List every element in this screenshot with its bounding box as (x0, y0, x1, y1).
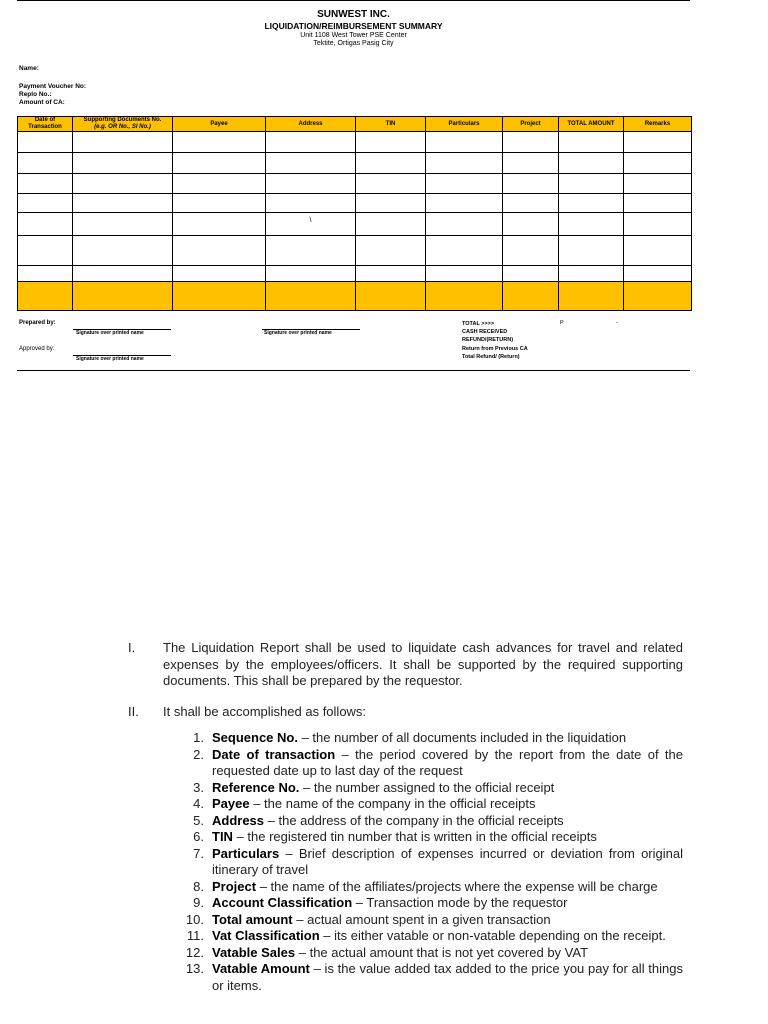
table-cell[interactable] (73, 266, 173, 282)
table-cell[interactable] (624, 132, 692, 153)
table-cell[interactable] (266, 236, 356, 266)
amount-ca-label: Amount of CA: (19, 99, 65, 106)
table-cell[interactable] (18, 266, 73, 282)
list-item: 4. Payee – the name of the company in the official receipts (193, 796, 536, 811)
table-cell[interactable] (503, 132, 559, 153)
column-header: TIN (356, 117, 426, 132)
table-cell[interactable] (18, 194, 73, 213)
table-cell[interactable] (173, 174, 266, 194)
section-2 (128, 704, 683, 721)
replo-label: Replo No.: (19, 91, 52, 98)
list-item: 9. Account Classification – Transaction mode by the requestor (193, 895, 568, 910)
company-name: SUNWEST INC. (317, 9, 390, 20)
table-row (18, 236, 692, 266)
table-row (18, 194, 692, 213)
list-item: 10. Total amount – actual amount spent in a given transaction (185, 911, 551, 927)
liquidation-table (17, 116, 692, 311)
table-cell[interactable] (18, 174, 73, 194)
column-header: Payee (173, 117, 266, 132)
list-item: 11. Vat Classification – its either vatable or non-vatable depending on the receipt. (186, 928, 666, 943)
table-cell (18, 282, 73, 311)
list-item: 3. Reference No. – the number assigned to the official receipt (193, 779, 555, 795)
address-line-2: Tektite, Ortigas Pasig City (313, 40, 394, 47)
table-cell (266, 282, 356, 311)
table-cell[interactable] (356, 194, 426, 213)
list-item: 12. Vatable Sales – the actual amount that is not yet covered by VAT (185, 944, 589, 960)
section-1 (128, 640, 683, 690)
table-cell[interactable] (173, 213, 266, 236)
table-cell[interactable] (503, 236, 559, 266)
table-cell[interactable] (426, 174, 503, 194)
section-number: II. (128, 703, 139, 719)
table-cell[interactable] (624, 266, 692, 282)
table-cell[interactable] (559, 132, 624, 153)
table-cell (559, 282, 624, 311)
table-cell[interactable] (173, 266, 266, 282)
table-cell[interactable] (173, 236, 266, 266)
table-cell[interactable] (356, 174, 426, 194)
bottom-rule (17, 370, 690, 371)
table-cell[interactable] (503, 266, 559, 282)
table-cell[interactable] (73, 194, 173, 213)
section-text: It shall be accomplished as follows: (163, 703, 367, 719)
table-cell[interactable] (173, 132, 266, 153)
table-cell (426, 282, 503, 311)
table-cell[interactable] (73, 132, 173, 153)
table-cell[interactable] (426, 236, 503, 266)
list-item: 13. Vatable Amount – is the value added tax added to the price you pay for all things or items. (185, 961, 683, 993)
list-item: 7. Particulars – Brief description of expenses incurred or deviation from original itinerary of travel (193, 845, 683, 877)
table-cell (73, 282, 173, 311)
table-cell[interactable] (73, 153, 173, 174)
table-cell[interactable] (503, 194, 559, 213)
table-cell[interactable] (18, 236, 73, 266)
table-cell[interactable] (356, 153, 426, 174)
address-line-1: Unit 1108 West Tower PSE Center (300, 32, 407, 39)
table-cell[interactable] (73, 236, 173, 266)
table-cell[interactable] (266, 132, 356, 153)
table-cell[interactable] (426, 194, 503, 213)
table-row (18, 153, 692, 174)
column-header: Particulars (426, 117, 503, 132)
total-refund-label: Total Refund/ (Return) (462, 354, 520, 360)
table-cell[interactable] (503, 174, 559, 194)
table-cell[interactable] (266, 174, 356, 194)
table-cell[interactable] (426, 266, 503, 282)
table-cell (173, 282, 266, 311)
table-cell[interactable] (426, 153, 503, 174)
table-cell[interactable] (18, 213, 73, 236)
top-rule (17, 0, 690, 1)
table-cell[interactable] (173, 194, 266, 213)
table-cell[interactable] (503, 213, 559, 236)
table-total-row (18, 282, 692, 311)
table-row (18, 266, 692, 282)
table-cell[interactable] (426, 132, 503, 153)
signature-caption: Signature over printed name (76, 330, 144, 336)
list-item: 2. Date of transaction – the period covered by the report from the date of the requested date up to last day of the request (193, 746, 683, 778)
signature-caption: Signature over printed name (76, 356, 144, 362)
table-cell[interactable] (356, 213, 426, 236)
column-header: TOTAL AMOUNT (559, 117, 624, 132)
table-cell[interactable] (266, 153, 356, 174)
table-cell[interactable] (559, 266, 624, 282)
list-item: 5. Address – the address of the company in the official receipts (193, 812, 564, 828)
list-item: 8. Project – the name of the affiliates/projects where the expense will be charge (193, 878, 658, 894)
table-cell[interactable] (73, 213, 173, 236)
table-cell[interactable] (559, 194, 624, 213)
instruction-list (178, 730, 683, 994)
list-item: 6. TIN – the registered tin number that is written in the official receipts (193, 829, 597, 844)
table-cell[interactable] (559, 236, 624, 266)
table-row (18, 174, 692, 194)
refund-label: REFUND/(RETURN) (462, 337, 514, 343)
return-previous-ca-label: Return from Previous CA (462, 346, 528, 352)
total-dash: - (616, 320, 618, 326)
table-cell[interactable] (356, 236, 426, 266)
approved-by-label: Approved by: (19, 346, 55, 352)
table-cell (503, 282, 559, 311)
instructions (128, 640, 683, 994)
section-text: The Liquidation Report shall be used to liquidate cash advances for travel and related expenses by the employees/officers. It shall be supported by the required supporting documents. This shall be prepared by the requestor. (163, 640, 683, 688)
table-cell[interactable] (18, 153, 73, 174)
table-cell[interactable] (18, 132, 73, 153)
table-cell[interactable] (266, 213, 356, 236)
table-row (18, 132, 692, 153)
table-cell[interactable] (624, 236, 692, 266)
column-header: Remarks (624, 117, 692, 132)
table-cell (356, 282, 426, 311)
table-cell[interactable] (503, 153, 559, 174)
table-cell[interactable] (624, 194, 692, 213)
prepared-by-label: Prepared by: (19, 320, 56, 326)
table-row (18, 213, 692, 236)
list-item: 1. Sequence No. – the number of all documents included in the liquidation (193, 730, 627, 745)
table-cell[interactable] (266, 194, 356, 213)
table-cell[interactable] (73, 174, 173, 194)
form-title: LIQUIDATION/REIMBURSEMENT SUMMARY (264, 21, 443, 31)
table-header-row (18, 117, 692, 132)
stray-mark: \ (309, 217, 312, 224)
table-cell[interactable] (559, 174, 624, 194)
column-header: Supporting Documents No. (e.g. OR No., SI No.) (73, 117, 173, 132)
peso-sign: P (560, 320, 564, 326)
column-header: Project (503, 117, 559, 132)
table-cell[interactable] (624, 213, 692, 236)
table-cell[interactable] (624, 174, 692, 194)
table-cell[interactable] (559, 153, 624, 174)
table-cell[interactable] (559, 213, 624, 236)
cash-received-label: CASH RECEIVED (462, 329, 508, 335)
table-cell[interactable] (356, 132, 426, 153)
table-cell[interactable] (266, 266, 356, 282)
table-cell[interactable] (356, 266, 426, 282)
table-cell[interactable] (624, 153, 692, 174)
column-header: Address (266, 117, 356, 132)
table-cell (624, 282, 692, 311)
signature-caption: Signature over printed name (264, 330, 332, 336)
payment-voucher-label: Payment Voucher No: (19, 83, 87, 90)
table-cell[interactable] (173, 153, 266, 174)
name-field-label: Name: (19, 65, 39, 72)
table-cell[interactable] (426, 213, 503, 236)
total-label: TOTAL >>>> (462, 321, 495, 327)
column-header: Date of Transaction (18, 117, 73, 132)
section-number: I. (128, 640, 136, 655)
